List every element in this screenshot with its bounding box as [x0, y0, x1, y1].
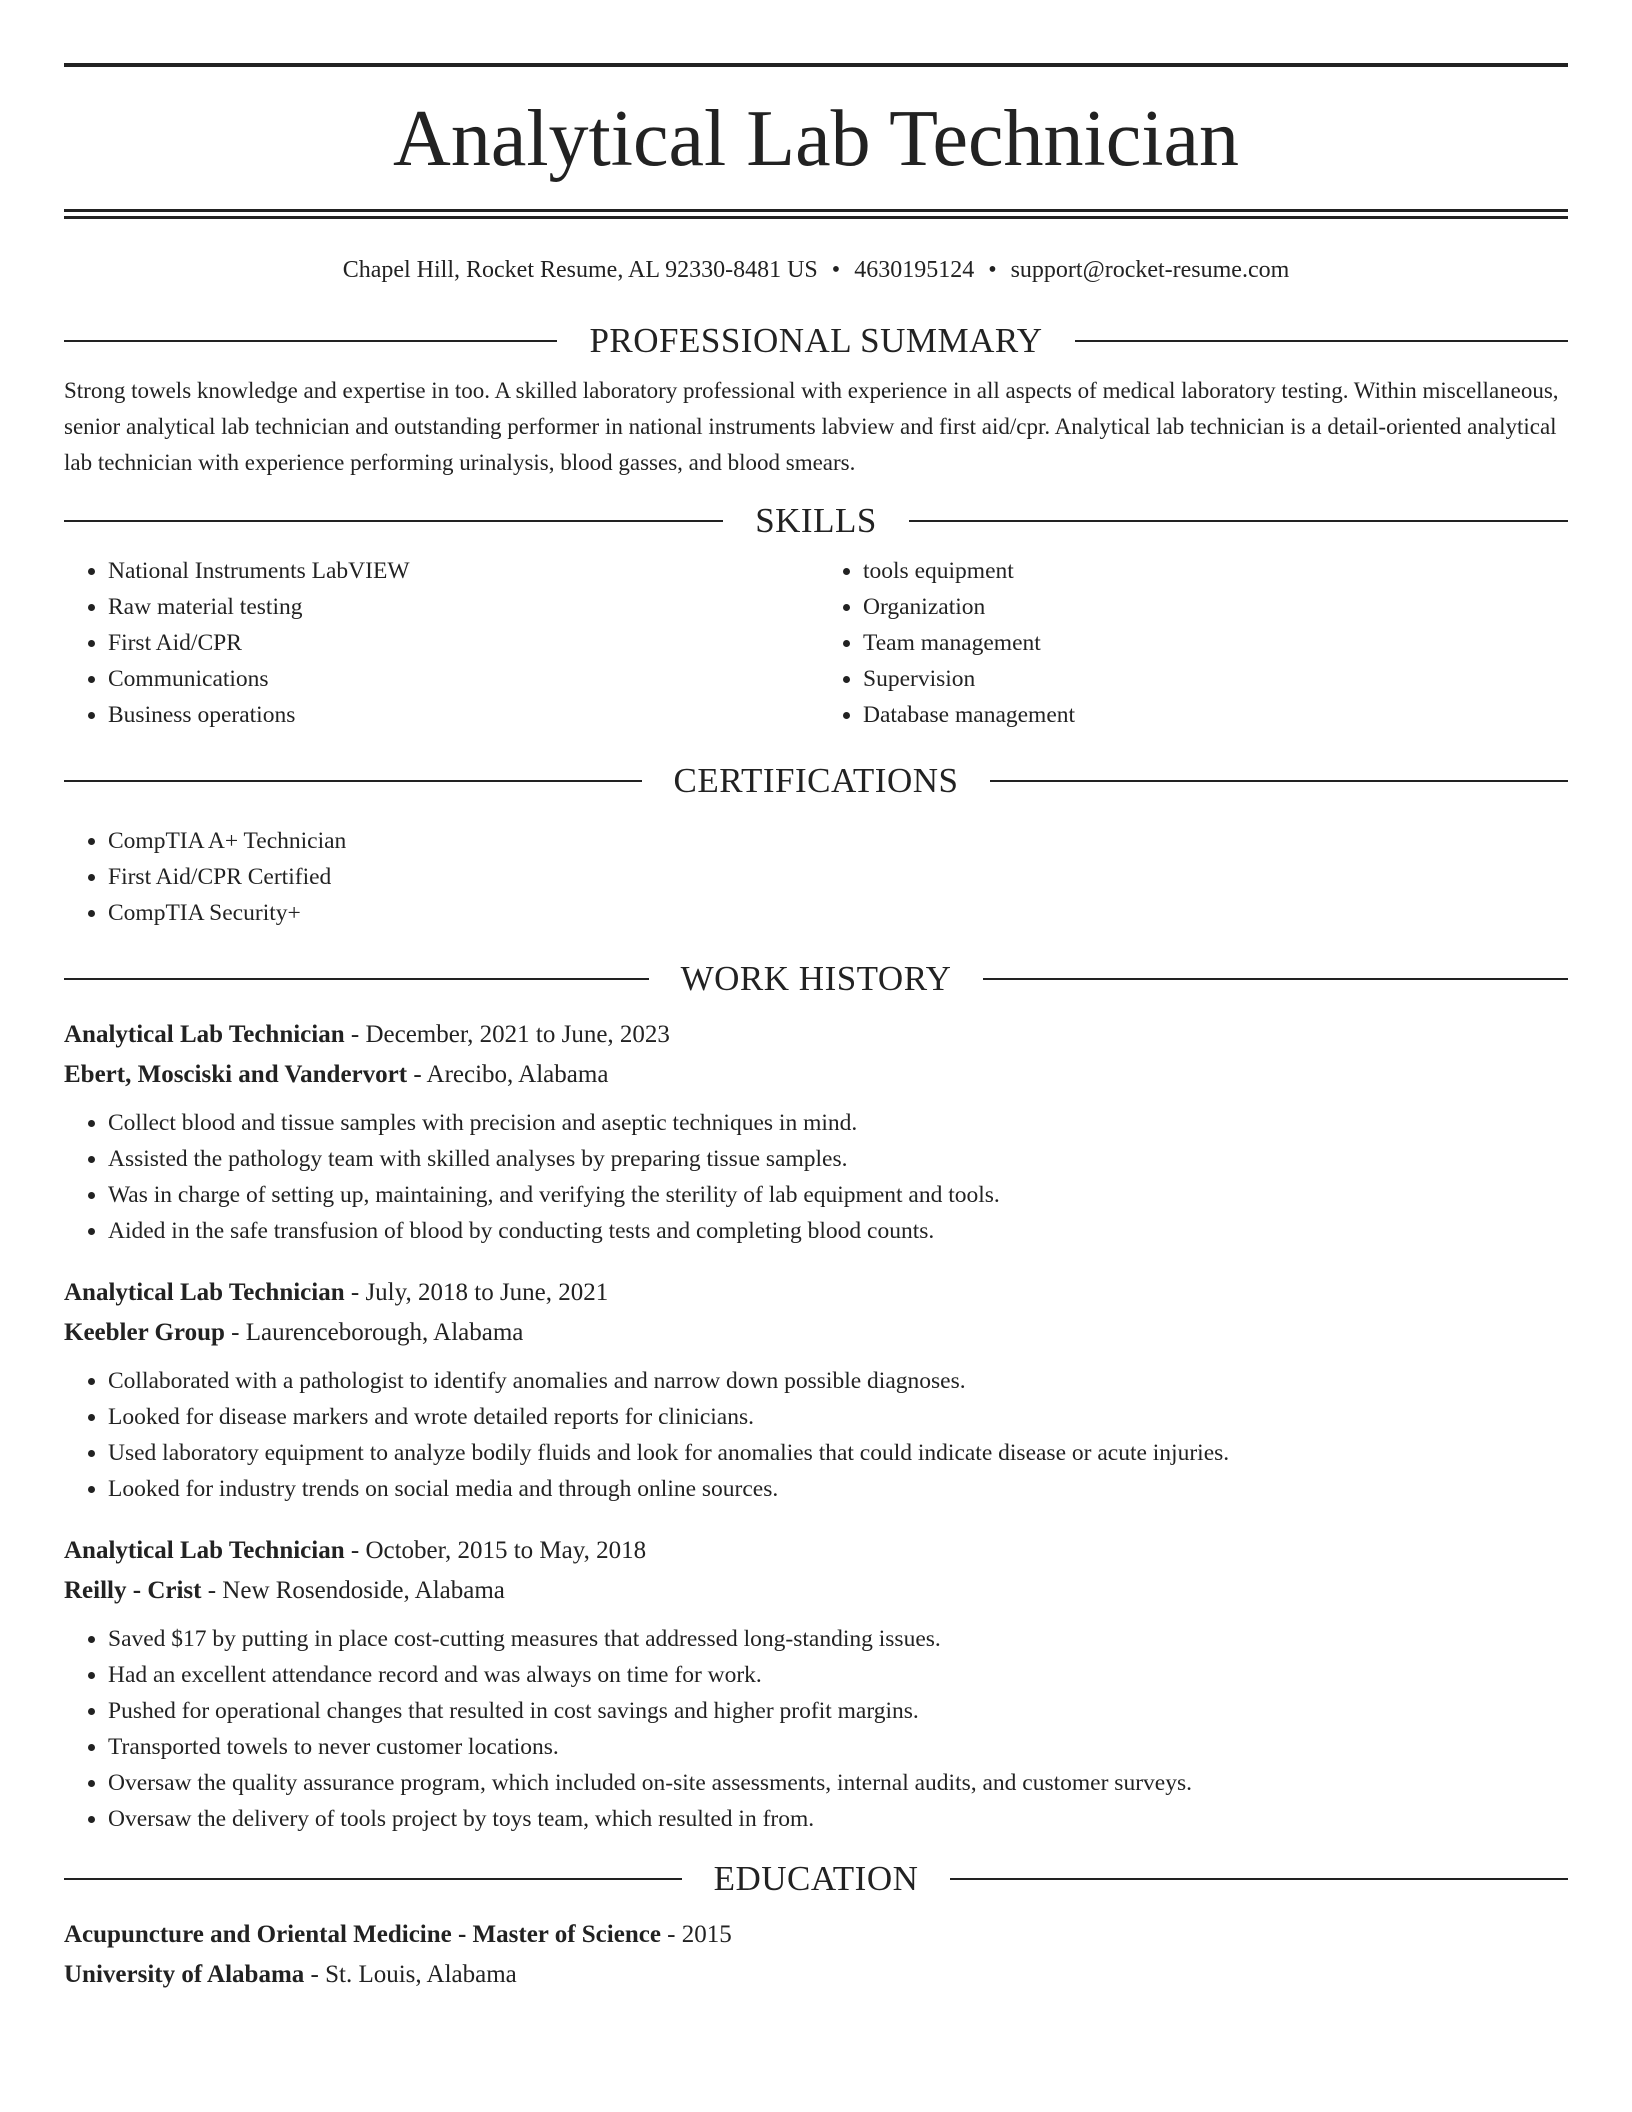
- job-title: Analytical Lab Technician: [64, 1279, 345, 1306]
- education-location: - St. Louis, Alabama: [304, 1961, 517, 1988]
- education-heading-title: EDUCATION: [713, 1859, 919, 1898]
- top-rule: [64, 63, 1568, 67]
- resume-page: [64, 0, 1568, 1995]
- job-bullet: • Aided in the safe transfusion of blood by conducting tests and completing blood counts.: [108, 1213, 1568, 1249]
- heading-rule: [1075, 340, 1568, 342]
- skill-item: • Organization: [863, 589, 1568, 625]
- job-title-line: [64, 1273, 1568, 1313]
- certifications-heading: [64, 761, 1568, 801]
- skill-item: • Database management: [863, 697, 1568, 733]
- heading-rule: [950, 1878, 1568, 1880]
- certifications-list: [64, 823, 1568, 931]
- summary-heading: [64, 321, 1568, 361]
- education-school-line: [64, 1955, 1568, 1995]
- job-bullet: • Assisted the pathology team with skilled analyses by preparing tissue samples.: [108, 1141, 1568, 1177]
- education-degree: Acupuncture and Oriental Medicine - Master of Science: [64, 1921, 661, 1948]
- heading-rule: [64, 978, 649, 980]
- education-year: - 2015: [660, 1921, 732, 1948]
- contact-separator: •: [988, 257, 997, 283]
- skill-item: • tools equipment: [863, 553, 1568, 589]
- heading-rule: [909, 520, 1568, 522]
- certification-item: • First Aid/CPR Certified: [108, 859, 1568, 895]
- job-company: Keebler Group: [64, 1319, 225, 1346]
- job-bullet: • Transported towels to never customer locations.: [108, 1729, 1568, 1765]
- job-bullet: • Was in charge of setting up, maintaining, and verifying the sterility of lab equipment and tools.: [108, 1177, 1568, 1213]
- job-title-line: [64, 1531, 1568, 1571]
- certification-item: • CompTIA Security+: [108, 895, 1568, 931]
- contact-separator: •: [831, 257, 841, 283]
- job-dates: - October, 2015 to May, 2018: [344, 1537, 647, 1564]
- work-heading: [64, 959, 1568, 999]
- job-company-line: [64, 1055, 1568, 1095]
- skill-item: • Supervision: [863, 661, 1568, 697]
- contact-address: Chapel Hill, Rocket Resume, AL 92330-8481 US: [342, 257, 818, 283]
- education-school: University of Alabama: [64, 1961, 305, 1988]
- certifications-heading-title: CERTIFICATIONS: [673, 761, 959, 800]
- job-bullet: • Saved $17 by putting in place cost-cutting measures that addressed long-standing issues.: [108, 1621, 1568, 1657]
- job-title: Analytical Lab Technician: [64, 1021, 345, 1048]
- job-bullet: • Oversaw the quality assurance program, which included on-site assessments, internal audits, and customer surveys.: [108, 1765, 1568, 1801]
- job-location: - New Rosendoside, Alabama: [201, 1577, 505, 1604]
- heading-rule: [64, 520, 723, 522]
- job-bullet: • Pushed for operational changes that resulted in cost savings and higher profit margins.: [108, 1693, 1568, 1729]
- skills-right-list: [813, 553, 1568, 733]
- job-company-line: [64, 1571, 1568, 1611]
- heading-rule: [64, 340, 557, 342]
- resume-name: Analytical Lab Technician: [393, 95, 1239, 183]
- job-bullet: • Collect blood and tissue samples with precision and aseptic techniques in mind.: [108, 1105, 1568, 1141]
- job-company: Reilly - Crist: [64, 1577, 202, 1604]
- job-bullet: • Oversaw the delivery of tools project by toys team, which resulted in from.: [108, 1801, 1568, 1837]
- heading-rule: [990, 780, 1568, 782]
- skills-left-list: [64, 553, 813, 733]
- skills-grid: [64, 553, 1568, 733]
- education-entry: [64, 1915, 1568, 1995]
- certification-item: • CompTIA A+ Technician: [108, 823, 1568, 859]
- skill-item: • Raw material testing: [108, 589, 813, 625]
- work-list: [64, 1015, 1568, 1837]
- name-double-rule: [64, 209, 1568, 219]
- skill-item: • Communications: [108, 661, 813, 697]
- job-location: - Laurenceborough, Alabama: [224, 1319, 524, 1346]
- job-entry: [64, 1015, 1568, 1249]
- summary-text: Strong towels knowledge and expertise in too. A skilled laboratory professional with experience in all aspects of medical laboratory testing. Within miscellaneous, senior analytical lab technician and outstanding performer in national instruments labview and first aid/cpr. Analytical lab technician is a detail-oriented analytical lab technician with experience performing urinalysis, blood gasses, and blood smears.: [64, 378, 1559, 475]
- job-bullets: [64, 1621, 1568, 1837]
- job-entry: [64, 1273, 1568, 1507]
- heading-rule: [64, 1878, 682, 1880]
- job-location: - Arecibo, Alabama: [407, 1061, 609, 1088]
- job-bullet: • Looked for disease markers and wrote detailed reports for clinicians.: [108, 1399, 1568, 1435]
- job-bullet: • Looked for industry trends on social media and through online sources.: [108, 1471, 1568, 1507]
- contact-phone: 4630195124: [854, 257, 975, 283]
- job-bullets: [64, 1363, 1568, 1507]
- job-title-line: [64, 1015, 1568, 1055]
- job-company-line: [64, 1313, 1568, 1353]
- skill-item: • Team management: [863, 625, 1568, 661]
- skills-heading-title: SKILLS: [755, 501, 877, 540]
- skills-heading: [64, 501, 1568, 541]
- job-company: Ebert, Mosciski and Vandervort: [64, 1061, 408, 1088]
- work-heading-title: WORK HISTORY: [680, 959, 952, 998]
- summary-heading-title: PROFESSIONAL SUMMARY: [589, 321, 1043, 360]
- job-title: Analytical Lab Technician: [64, 1537, 345, 1564]
- job-bullet: • Had an excellent attendance record and was always on time for work.: [108, 1657, 1568, 1693]
- contact-email: support@rocket-resume.com: [1010, 257, 1290, 283]
- skill-item: • First Aid/CPR: [108, 625, 813, 661]
- job-entry: [64, 1531, 1568, 1837]
- education-degree-line: [64, 1915, 1568, 1955]
- heading-rule: [64, 780, 642, 782]
- skill-item: • National Instruments LabVIEW: [108, 553, 813, 589]
- job-dates: - December, 2021 to June, 2023: [344, 1021, 670, 1048]
- heading-rule: [983, 978, 1568, 980]
- job-dates: - July, 2018 to June, 2021: [344, 1279, 609, 1306]
- job-bullet: • Used laboratory equipment to analyze bodily fluids and look for anomalies that could indicate disease or acute injuries.: [108, 1435, 1568, 1471]
- education-heading: [64, 1859, 1568, 1899]
- job-bullet: • Collaborated with a pathologist to identify anomalies and narrow down possible diagnoses.: [108, 1363, 1568, 1399]
- job-bullets: [64, 1105, 1568, 1249]
- contact-line: [64, 255, 1568, 285]
- skill-item: • Business operations: [108, 697, 813, 733]
